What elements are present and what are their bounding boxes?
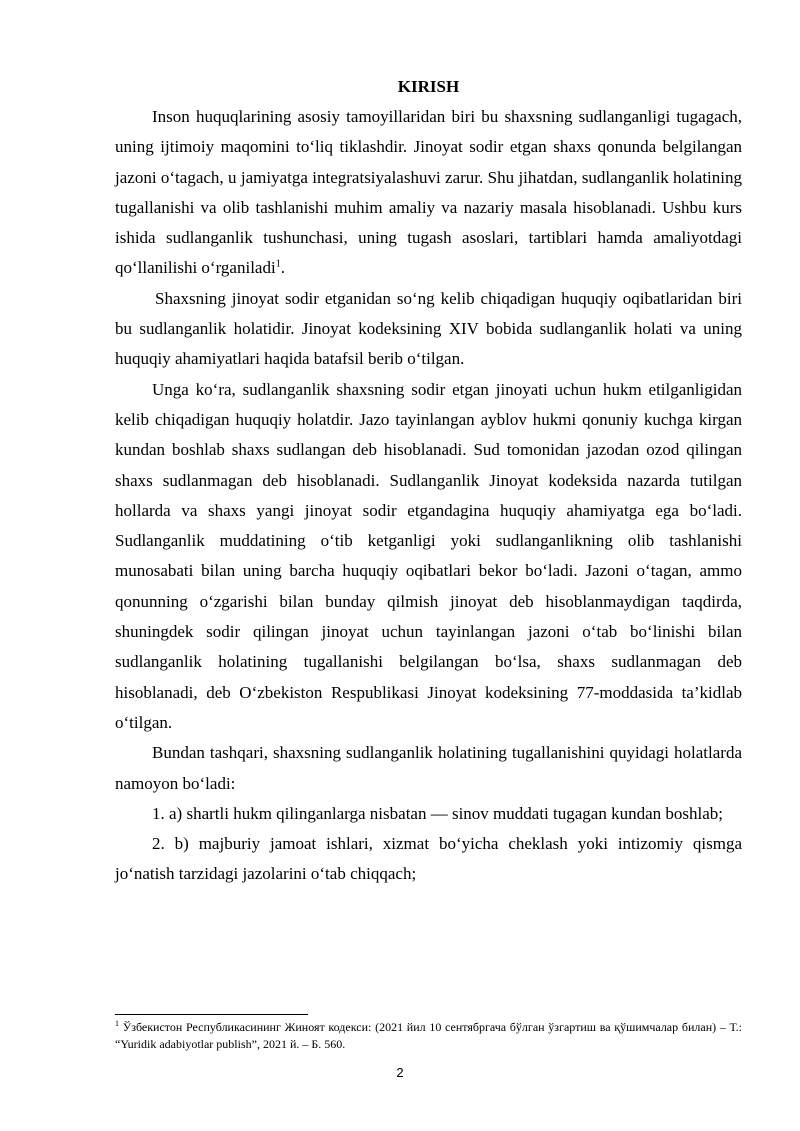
list-item-2: 2. b) majburiy jamoat ishlari, xizmat bo‘yicha cheklash yoki intizomiy qismga jo‘natish tarzidagi jazolarini o‘tab chiqqach; bbox=[115, 834, 742, 884]
footnote-reference[interactable]: 1 bbox=[275, 258, 281, 270]
page-title: KIRISH bbox=[397, 77, 460, 96]
paragraph-4: Bundan tashqari, shaxsning sudlanganlik holatining tugallanishini quyidagi holatlarda namoyon bo‘ladi: bbox=[115, 743, 742, 793]
footnote-text: Ўзбекистон Республикасининг Жиноят кодекси: (2021 йил 10 сентябргача бўлган ўзгартиш ва қўшимчалар билан) – Т.: “Yuridik adabiyotlar publish”, 2021 й. – Б. 560. bbox=[115, 1020, 742, 1051]
paragraph-2: Shaxsning jinoyat sodir etganidan so‘ng kelib chiqadigan huquqiy oqibatlaridan biri bu sudlanganlik holatidir. Jinoyat kodeksining XIV bobida sudlanganlik holati va uning huquqiy ahamiyatlari haqida batafsil berib o‘tilgan. bbox=[115, 288, 742, 369]
body-text bbox=[115, 102, 742, 890]
footnote-divider bbox=[115, 1014, 308, 1015]
paragraph-1-end: . bbox=[280, 258, 285, 278]
paragraph-1-text: Inson huquqlarining asosiy tamoyillaridan biri bu shaxsning sudlanganligi tugagach, uning ijtimoiy maqomini to‘liq tiklashdir. Jinoyat sodir etgan shaxs qonunda belgilangan jazoni o‘tagach, u jamiyatga integratsiyalashuvi zarur. Shu jihatdan, sudlanganlik holatining tugallanishi va olib tashlanishi muhim amaliy va nazariy masala hisoblanadi. Ushbu kurs ishida sudlanganlik tushunchasi, uning tugash asoslari, tartiblari hamda amaliyotdagi qo‘llanilishi o‘rganiladi bbox=[115, 107, 742, 278]
paragraph-3: Unga ko‘ra, sudlanganlik shaxsning sodir etgan jinoyati uchun hukm etilganligidan kelib chiqadigan huquqiy holatdir. Jazo tayinlangan ayblov hukmi qonuniy kuchga kirgan kundan boshlab shaxs sudlangan deb hisoblanadi. Sud tomonidan jazodan ozod qilingan shaxs sudlanmagan deb hisoblanadi. Sudlanganlik Jinoyat kodeksida nazarda tutilgan hollarda va shaxs yangi jinoyat sodir etgandagina huquqiy ahamiyatga ega bo‘ladi. Sudlanganlik muddatining o‘tib ketganligi yoki sudlanganlikning olib tashlanishi munosabati bilan uning barcha huquqiy oqibatlari bekor bo‘ladi. Jazoni o‘tagan, ammo qonunning o‘zgarishi bilan bunday qilmish jinoyat deb hisoblanmaydigan taqdirda, shuningdek sodir qilingan jinoyat uchun tayinlangan jazoni o‘tab bo‘linishi bilan sudlanganlik holatining tugallanishi belgilangan bo‘lsa, shaxs sudlanmagan deb hisoblanadi, deb O‘zbekiston Respublikasi Jinoyat kodeksining 77-moddasida ta’kidlab o‘tilgan. bbox=[115, 379, 742, 732]
list-item-1: 1. a) shartli hukm qilinganlarga nisbatan — sinov muddati tugagan kundan boshlab; bbox=[152, 803, 723, 823]
page-number: 2 bbox=[396, 1065, 404, 1080]
footnote-marker: 1 bbox=[115, 1019, 119, 1028]
paragraph-1 bbox=[115, 102, 742, 284]
footnote bbox=[115, 1019, 742, 1053]
